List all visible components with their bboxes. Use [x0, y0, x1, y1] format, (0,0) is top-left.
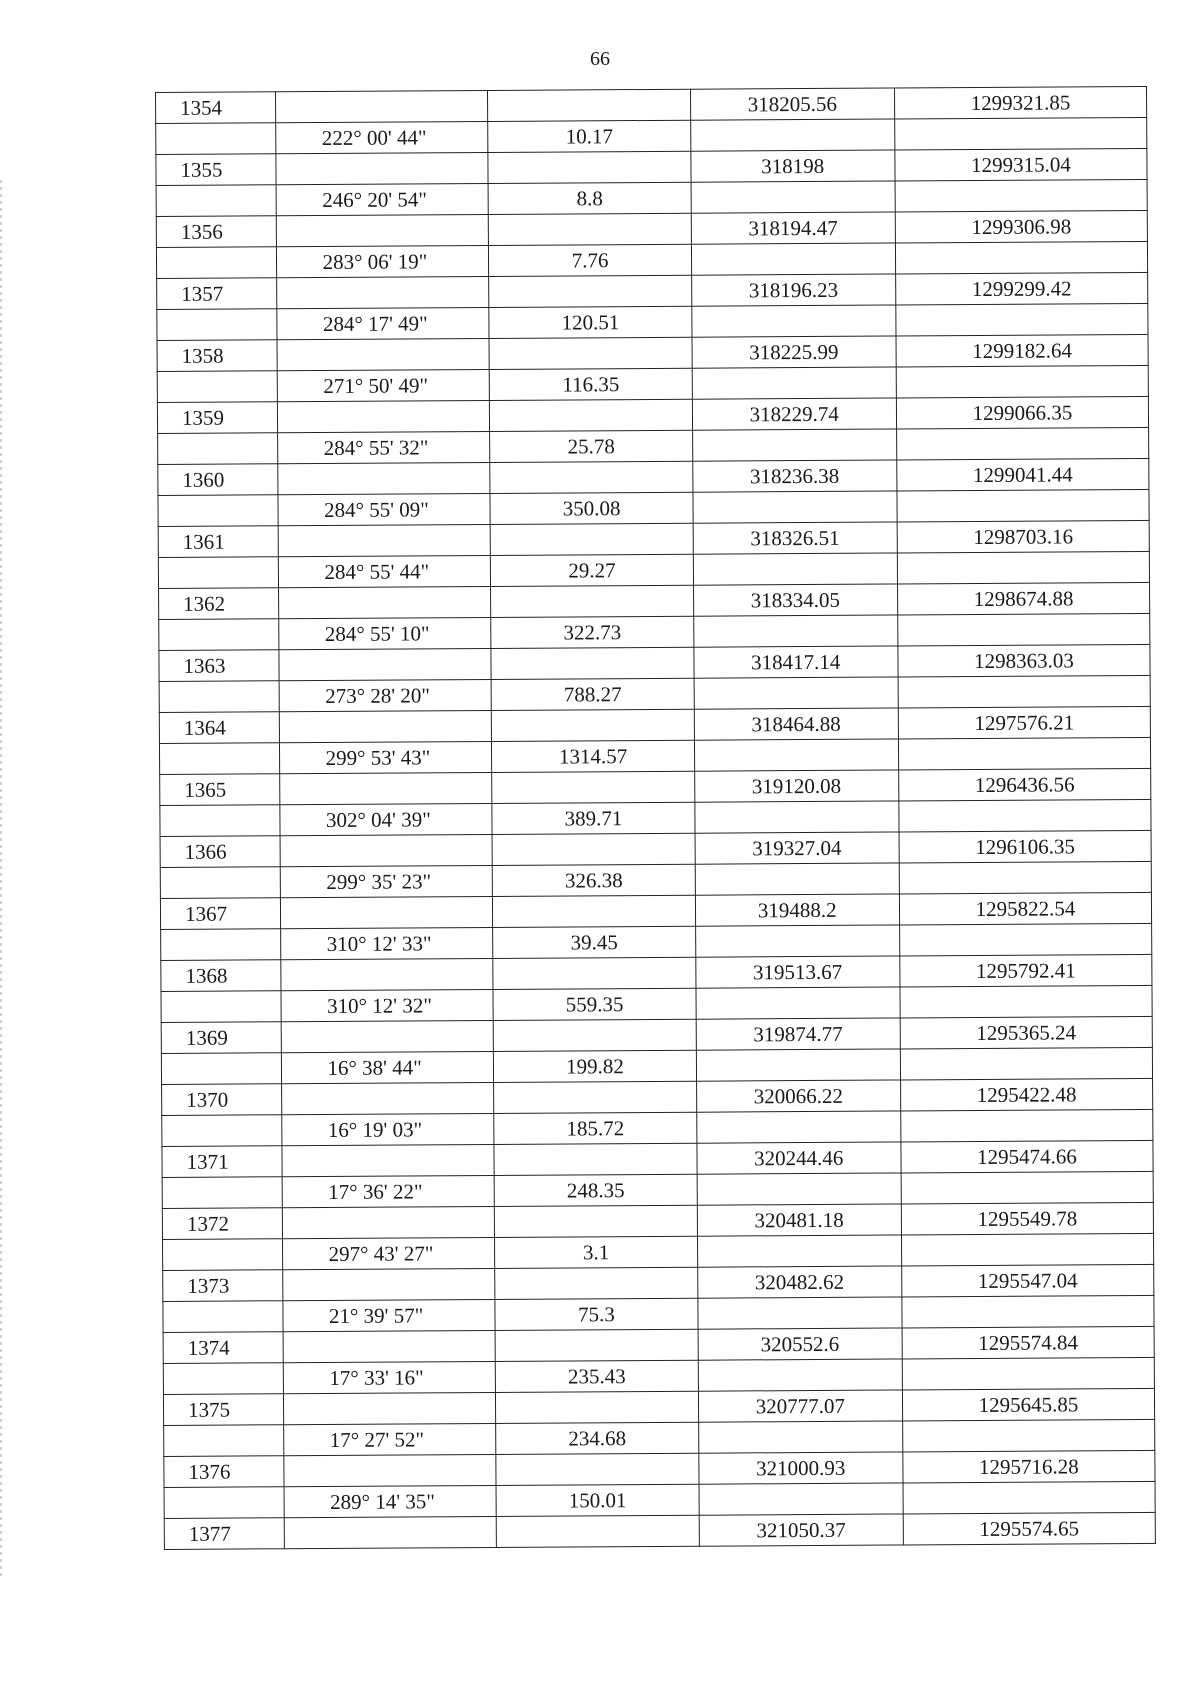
bearing-cell: 17° 27' 52" — [283, 1423, 496, 1455]
distance-cell: 248.35 — [495, 1174, 697, 1206]
bearing-cell: 284° 55' 10" — [278, 617, 491, 649]
station-id-cell: 1372 — [162, 1208, 282, 1240]
empty-cell — [491, 647, 693, 679]
northing-cell: 1295422.48 — [900, 1078, 1152, 1111]
distance-cell: 25.78 — [490, 430, 692, 462]
empty-cell — [897, 551, 1149, 584]
station-id-cell: 1355 — [156, 154, 276, 186]
empty-cell — [275, 152, 488, 184]
scan-edge-mark — [0, 180, 2, 1580]
empty-cell — [697, 1173, 901, 1205]
northing-cell: 1295574.84 — [902, 1326, 1154, 1359]
empty-cell — [696, 1049, 900, 1081]
empty-cell — [900, 985, 1152, 1018]
empty-cell — [488, 151, 690, 183]
empty-cell — [280, 896, 493, 928]
empty-cell — [899, 861, 1151, 894]
distance-cell: 75.3 — [495, 1298, 697, 1330]
empty-cell — [493, 957, 695, 989]
northing-cell: 1295365.24 — [900, 1016, 1152, 1049]
empty-cell — [494, 1081, 696, 1113]
empty-cell — [895, 179, 1147, 212]
empty-cell — [901, 1109, 1153, 1142]
empty-cell — [489, 275, 691, 307]
easting-cell: 321000.93 — [698, 1452, 902, 1484]
station-id-cell: 1376 — [164, 1456, 284, 1488]
empty-cell — [275, 90, 488, 122]
empty-cell — [695, 863, 899, 895]
station-id-cell: 1359 — [157, 402, 277, 434]
empty-cell — [157, 309, 277, 341]
empty-cell — [158, 495, 278, 527]
bearing-cell: 302° 04' 39" — [279, 803, 492, 835]
distance-cell: 559.35 — [493, 988, 695, 1020]
empty-cell — [283, 1392, 496, 1424]
distance-cell: 8.8 — [489, 182, 691, 214]
distance-cell: 788.27 — [492, 678, 694, 710]
empty-cell — [697, 1297, 901, 1329]
northing-cell: 1295574.65 — [903, 1512, 1155, 1545]
bearing-cell: 222° 00' 44" — [275, 121, 488, 153]
empty-cell — [281, 1144, 494, 1176]
empty-cell — [901, 1171, 1153, 1204]
empty-cell — [693, 553, 897, 585]
easting-cell: 319327.04 — [695, 832, 899, 864]
easting-cell: 320244.46 — [697, 1142, 901, 1174]
easting-cell: 318334.05 — [693, 584, 897, 616]
empty-cell — [495, 1205, 697, 1237]
empty-cell — [698, 1359, 902, 1391]
easting-cell: 320777.07 — [698, 1390, 902, 1422]
northing-cell: 1296436.56 — [899, 768, 1151, 801]
easting-cell: 319120.08 — [694, 770, 898, 802]
empty-cell — [280, 834, 493, 866]
northing-cell: 1298363.03 — [898, 644, 1150, 677]
empty-cell — [490, 461, 692, 493]
distance-cell: 150.01 — [497, 1484, 699, 1516]
station-id-cell: 1362 — [159, 588, 279, 620]
empty-cell — [279, 772, 492, 804]
easting-cell: 318196.23 — [691, 274, 895, 306]
empty-cell — [157, 371, 277, 403]
easting-cell: 318464.88 — [694, 708, 898, 740]
traverse-table-body — [156, 86, 1156, 1549]
empty-cell — [164, 1425, 284, 1457]
bearing-cell: 21° 39' 57" — [282, 1299, 495, 1331]
distance-cell: 29.27 — [491, 554, 693, 586]
bearing-cell: 310° 12' 33" — [280, 927, 493, 959]
distance-cell: 116.35 — [490, 368, 692, 400]
station-id-cell: 1377 — [164, 1518, 284, 1550]
distance-cell: 120.51 — [489, 306, 691, 338]
distance-cell: 3.1 — [495, 1236, 697, 1268]
northing-cell: 1297576.21 — [898, 706, 1150, 739]
distance-cell: 10.17 — [488, 120, 690, 152]
empty-cell — [692, 367, 896, 399]
empty-cell — [281, 1082, 494, 1114]
easting-cell: 318236.38 — [692, 460, 896, 492]
empty-cell — [161, 929, 281, 961]
empty-cell — [490, 399, 692, 431]
empty-cell — [159, 681, 279, 713]
distance-cell: 7.76 — [489, 244, 691, 276]
empty-cell — [900, 1047, 1152, 1080]
distance-cell: 350.08 — [490, 492, 692, 524]
station-id-cell: 1366 — [160, 836, 280, 868]
distance-cell: 389.71 — [492, 802, 694, 834]
bearing-cell: 289° 14' 35" — [284, 1485, 497, 1517]
empty-cell — [696, 1111, 900, 1143]
bearing-cell: 16° 19' 03" — [281, 1113, 494, 1145]
empty-cell — [156, 247, 276, 279]
northing-cell: 1295792.41 — [900, 954, 1152, 987]
station-id-cell: 1358 — [157, 340, 277, 372]
bearing-cell: 246° 20' 54" — [276, 183, 489, 215]
empty-cell — [693, 615, 897, 647]
bearing-cell: 17° 36' 22" — [282, 1175, 495, 1207]
empty-cell — [896, 303, 1148, 336]
distance-cell: 1314.57 — [492, 740, 694, 772]
empty-cell — [160, 867, 280, 899]
traverse-table — [155, 86, 1156, 1550]
station-id-cell: 1375 — [163, 1394, 283, 1426]
bearing-cell: 299° 35' 23" — [280, 865, 493, 897]
traverse-table-container — [155, 86, 1156, 1550]
empty-cell — [896, 427, 1148, 460]
station-id-cell: 1364 — [159, 712, 279, 744]
page-number: 66 — [590, 48, 610, 70]
distance-cell: 235.43 — [496, 1360, 698, 1392]
empty-cell — [496, 1329, 698, 1361]
empty-cell — [494, 1019, 696, 1051]
empty-cell — [901, 1233, 1153, 1266]
empty-cell — [694, 677, 898, 709]
easting-cell: 319488.2 — [695, 894, 899, 926]
empty-cell — [156, 123, 276, 155]
empty-cell — [159, 619, 279, 651]
empty-cell — [693, 491, 897, 523]
easting-cell: 320066.22 — [696, 1080, 900, 1112]
station-id-cell: 1370 — [162, 1084, 282, 1116]
station-id-cell: 1363 — [159, 650, 279, 682]
empty-cell — [162, 1115, 282, 1147]
northing-cell: 1296106.35 — [899, 830, 1151, 863]
station-id-cell: 1357 — [157, 278, 277, 310]
bearing-cell: 16° 38' 44" — [281, 1051, 494, 1083]
empty-cell — [698, 1421, 902, 1453]
northing-cell: 1299321.85 — [894, 86, 1146, 119]
empty-cell — [491, 523, 693, 555]
bearing-cell: 297° 43' 27" — [282, 1237, 495, 1269]
empty-cell — [283, 1330, 496, 1362]
distance-cell: 39.45 — [493, 926, 695, 958]
station-id-cell: 1371 — [162, 1146, 282, 1178]
easting-cell: 318225.99 — [692, 336, 896, 368]
bearing-cell: 284° 17' 49" — [276, 307, 489, 339]
empty-cell — [902, 1357, 1154, 1390]
northing-cell: 1298703.16 — [897, 520, 1149, 553]
empty-cell — [278, 586, 491, 618]
empty-cell — [163, 1239, 283, 1271]
northing-cell: 1295549.78 — [901, 1202, 1153, 1235]
empty-cell — [161, 1053, 281, 1085]
easting-cell: 320482.62 — [697, 1266, 901, 1298]
easting-cell: 321050.37 — [699, 1514, 903, 1546]
northing-cell: 1299182.64 — [896, 334, 1148, 367]
station-id-cell: 1374 — [163, 1332, 283, 1364]
easting-cell: 318194.47 — [691, 212, 895, 244]
northing-cell: 1299306.98 — [895, 210, 1147, 243]
empty-cell — [163, 1301, 283, 1333]
empty-cell — [495, 1267, 697, 1299]
empty-cell — [902, 1295, 1154, 1328]
empty-cell — [896, 365, 1148, 398]
empty-cell — [493, 895, 695, 927]
easting-cell: 319874.77 — [696, 1018, 900, 1050]
empty-cell — [160, 805, 280, 837]
bearing-cell: 284° 55' 44" — [278, 555, 491, 587]
station-id-cell: 1369 — [161, 1022, 281, 1054]
easting-cell: 319513.67 — [695, 956, 899, 988]
distance-cell: 322.73 — [491, 616, 693, 648]
empty-cell — [284, 1516, 497, 1548]
empty-cell — [163, 1363, 283, 1395]
empty-cell — [161, 991, 281, 1023]
station-id-cell: 1365 — [160, 774, 280, 806]
station-id-cell: 1361 — [158, 526, 278, 558]
empty-cell — [282, 1206, 495, 1238]
empty-cell — [277, 338, 490, 370]
empty-cell — [283, 1454, 496, 1486]
bearing-cell: 271° 50' 49" — [277, 369, 490, 401]
station-id-cell: 1354 — [156, 92, 276, 124]
empty-cell — [691, 243, 895, 275]
empty-cell — [496, 1391, 698, 1423]
easting-cell: 318205.56 — [690, 88, 894, 120]
empty-cell — [694, 801, 898, 833]
empty-cell — [691, 305, 895, 337]
empty-cell — [158, 557, 278, 589]
station-id-cell: 1367 — [160, 898, 280, 930]
empty-cell — [899, 923, 1151, 956]
easting-cell: 318417.14 — [693, 646, 897, 678]
station-id-cell: 1356 — [156, 216, 276, 248]
empty-cell — [164, 1487, 284, 1519]
empty-cell — [903, 1419, 1155, 1452]
bearing-cell: 284° 55' 32" — [277, 431, 490, 463]
northing-cell: 1295822.54 — [899, 892, 1151, 925]
empty-cell — [694, 739, 898, 771]
empty-cell — [488, 89, 690, 121]
empty-cell — [280, 958, 493, 990]
empty-cell — [898, 675, 1150, 708]
empty-cell — [159, 743, 279, 775]
empty-cell — [281, 1020, 494, 1052]
empty-cell — [692, 429, 896, 461]
northing-cell: 1298674.88 — [897, 582, 1149, 615]
empty-cell — [277, 462, 490, 494]
empty-cell — [158, 433, 278, 465]
empty-cell — [282, 1268, 495, 1300]
empty-cell — [898, 613, 1150, 646]
northing-cell: 1295716.28 — [903, 1450, 1155, 1483]
empty-cell — [895, 117, 1147, 150]
northing-cell: 1299299.42 — [896, 272, 1148, 305]
bearing-cell: 284° 55' 09" — [277, 493, 490, 525]
station-id-cell: 1360 — [158, 464, 278, 496]
distance-cell: 185.72 — [494, 1112, 696, 1144]
bearing-cell: 273° 28' 20" — [279, 679, 492, 711]
empty-cell — [898, 737, 1150, 770]
empty-cell — [277, 400, 490, 432]
empty-cell — [492, 771, 694, 803]
empty-cell — [690, 119, 894, 151]
empty-cell — [699, 1483, 903, 1515]
distance-cell: 199.82 — [494, 1050, 696, 1082]
empty-cell — [276, 276, 489, 308]
northing-cell: 1295645.85 — [902, 1388, 1154, 1421]
empty-cell — [903, 1481, 1155, 1514]
empty-cell — [276, 214, 489, 246]
empty-cell — [489, 213, 691, 245]
northing-cell: 1295547.04 — [902, 1264, 1154, 1297]
empty-cell — [897, 489, 1149, 522]
empty-cell — [496, 1453, 698, 1485]
empty-cell — [493, 833, 695, 865]
easting-cell: 320552.6 — [698, 1328, 902, 1360]
bearing-cell: 310° 12' 32" — [281, 989, 494, 1021]
northing-cell: 1299315.04 — [895, 148, 1147, 181]
bearing-cell: 299° 53' 43" — [279, 741, 492, 773]
station-id-cell: 1373 — [163, 1270, 283, 1302]
empty-cell — [497, 1515, 699, 1547]
easting-cell: 320481.18 — [697, 1204, 901, 1236]
empty-cell — [278, 524, 491, 556]
distance-cell: 234.68 — [496, 1422, 698, 1454]
empty-cell — [156, 185, 276, 217]
northing-cell: 1299066.35 — [896, 396, 1148, 429]
station-id-cell: 1368 — [161, 960, 281, 992]
empty-cell — [492, 709, 694, 741]
easting-cell: 318326.51 — [693, 522, 897, 554]
empty-cell — [279, 710, 492, 742]
northing-cell: 1299041.44 — [897, 458, 1149, 491]
empty-cell — [491, 585, 693, 617]
bearing-cell: 17° 33' 16" — [283, 1361, 496, 1393]
empty-cell — [895, 241, 1147, 274]
empty-cell — [697, 1235, 901, 1267]
empty-cell — [691, 181, 895, 213]
empty-cell — [696, 987, 900, 1019]
easting-cell: 318198 — [690, 150, 894, 182]
distance-cell: 326.38 — [493, 864, 695, 896]
bearing-cell: 283° 06' 19" — [276, 245, 489, 277]
empty-cell — [899, 799, 1151, 832]
easting-cell: 318229.74 — [692, 398, 896, 430]
empty-cell — [695, 925, 899, 957]
empty-cell — [489, 337, 691, 369]
station-row — [164, 1512, 1155, 1549]
empty-cell — [494, 1143, 696, 1175]
empty-cell — [278, 648, 491, 680]
northing-cell: 1295474.66 — [901, 1140, 1153, 1173]
empty-cell — [162, 1177, 282, 1209]
